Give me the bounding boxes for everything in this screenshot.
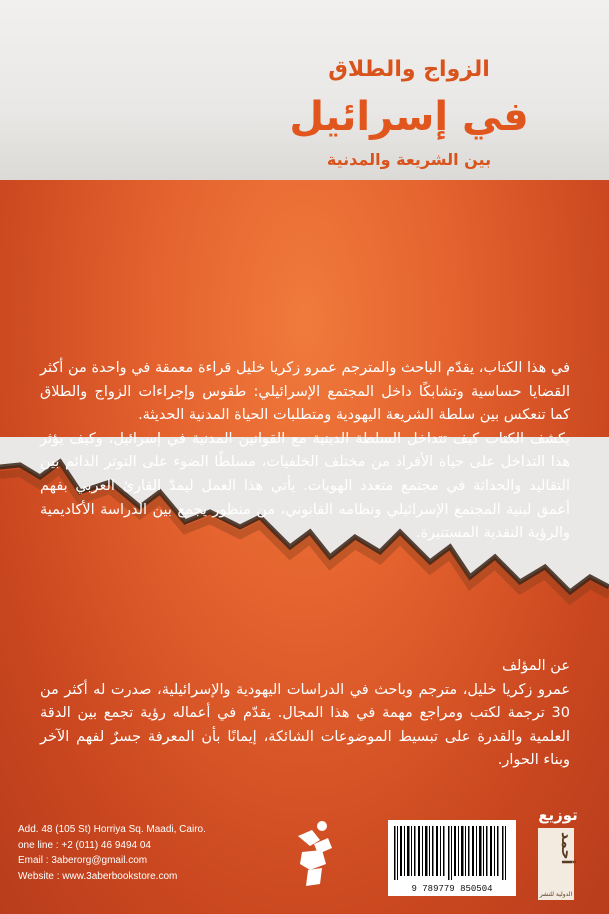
distributor-logo — [538, 828, 574, 900]
author-section — [40, 655, 570, 773]
distributor-logo-subtext: الدولية للنشر — [539, 891, 573, 898]
title-line-3: بين الشريعة والمدنية — [326, 150, 492, 169]
book-description — [40, 357, 570, 546]
contact-address: Add. 48 (105 St) Horriya Sq. Maadi, Cairo. — [18, 824, 206, 835]
contact-email: Email : 3aberorg@gmail.com — [18, 855, 148, 867]
author-heading: عن المؤلف — [501, 658, 570, 674]
publisher-contact — [18, 822, 278, 884]
title-line-2: في إسرائيل — [289, 94, 529, 140]
title-line-1: الزواج والطلاق — [328, 57, 490, 82]
author-bio: عمرو زكريا خليل، مترجم وباحث في الدراسات اليهودية والإسرائيلية، صدرت له أكثر من 30 ترجمة لكتب ومراجع مهمة في هذا المجال. يقدّم في أعماله رؤية تجمع بين الدقة العلمية والقدرة على تبسيط الموضوعات الشائكة، إيمانًا بأن المعرفة جسرٌ لفهم الآخر وبناء الحوار. — [40, 681, 570, 769]
distributor-logo-text: أحمد — [558, 832, 574, 865]
distribution-label: توزيع — [538, 806, 578, 824]
contact-phone: one line : +2 (011) 46 9494 04 — [18, 839, 151, 851]
barcode-bars — [388, 822, 516, 884]
contact-website: Website : www.3aberbookstore.com — [18, 870, 178, 882]
publisher-logo-icon — [292, 818, 336, 890]
description-paragraph-2: يكشف الكتاب كيف تتداخل السلطة الدينية مع القوانين المدنية في إسرائيل، وكيف يؤثر هذا التداخل على حياة الأفراد من مختلف الخلفيات، مسلطًا الضوء على التوتر الدائم بين التقاليد والحداثة في مجتمع متعدد الهويات. يأتي هذا العمل ليمدّ القارئ العربي بفهم أعمق لبنية المجتمع الإسرائيلي ونظامه القانوني، من منظور يجمع بين الدراسة الأكاديمية والرؤية النقدية المستنيرة. — [40, 430, 570, 542]
barcode — [388, 820, 516, 896]
burnt-paper-edge — [0, 180, 609, 914]
book-title-block — [269, 55, 549, 171]
barcode-number: 9 789779 850504 — [411, 884, 493, 894]
description-paragraph-1: في هذا الكتاب، يقدّم الباحث والمترجم عمرو زكريا خليل قراءة معمقة في واحدة من أكثر القضايا حساسية وتشابكًا داخل المجتمع الإسرائيلي: طقوس وإجراءات الزواج والطلاق كما تنعكس بين سلطة الشريعة اليهودية ومتطلبات الحياة المدنية الحديثة. — [40, 360, 570, 424]
